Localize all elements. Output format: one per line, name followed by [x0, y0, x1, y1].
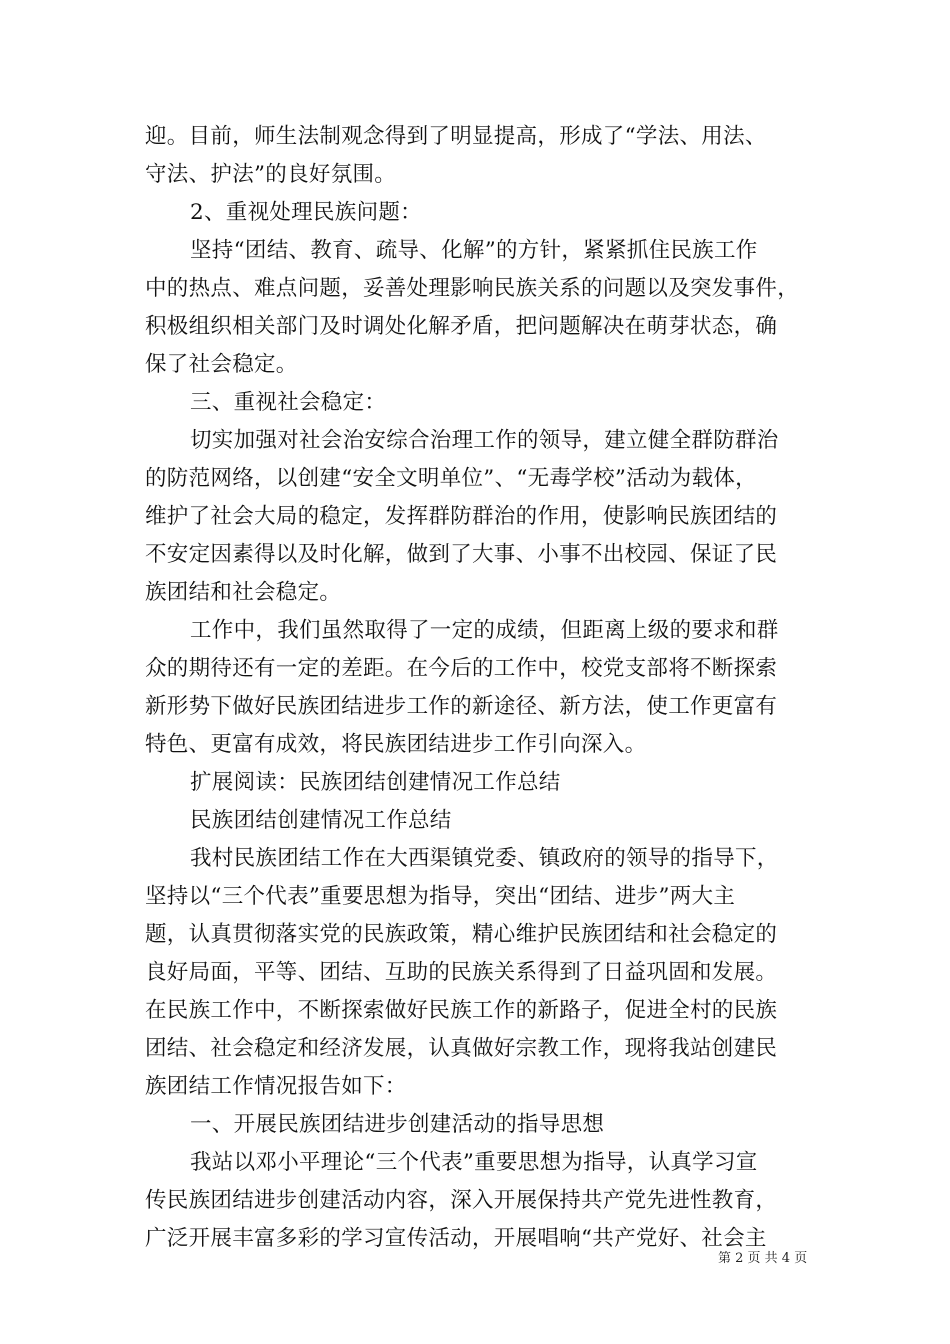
text-line: 新形势下做好民族团结进步工作的新途径、新方法，使工作更富有 [145, 694, 778, 719]
text-line: 族团结和社会稳定。 [145, 580, 342, 605]
text-line: 我村民族团结工作在大西渠镇党委、镇政府的领导的指导下， [190, 846, 779, 871]
text-line: 工作中，我们虽然取得了一定的成绩，但距离上级的要求和群 [190, 618, 779, 643]
text-line: 守法、护法”的良好氛围。 [145, 162, 397, 187]
extended-reading-heading: 扩展阅读：民族团结创建情况工作总结 [190, 770, 561, 795]
text-line: 团结、社会稳定和经济发展，认真做好宗教工作，现将我站创建民 [145, 1036, 778, 1061]
text-line: 保了社会稳定。 [145, 352, 298, 377]
text-line: 在民族工作中，不断探索做好民族工作的新路子，促进全村的民族 [145, 998, 778, 1023]
text-line: 特色、更富有成效，将民族团结进步工作引向深入。 [145, 732, 647, 757]
text-line: 中的热点、难点问题，妥善处理影响民族关系的问题以及突发事件， [145, 276, 800, 301]
text-line: 坚持以“三个代表”重要思想为指导，突出“团结、进步”两大主 [145, 884, 736, 909]
text-line: 广泛开展丰富多彩的学习宣传活动，开展唱响“共产党好、社会主 [145, 1226, 767, 1251]
text-line: 族团结工作情况报告如下： [145, 1074, 407, 1099]
text-line: 传民族团结进步创建活动内容，深入开展保持共产党先进性教育， [145, 1188, 778, 1213]
text-line: 题，认真贯彻落实党的民族政策，精心维护民族团结和社会稳定的 [145, 922, 778, 947]
text-line: 良好局面，平等、团结、互助的民族关系得到了日益巩固和发展。 [145, 960, 778, 985]
text-line: 不安定因素得以及时化解，做到了大事、小事不出校园、保证了民 [145, 542, 778, 567]
page-number: 第 2 页 共 4 页 [718, 1251, 808, 1266]
section-heading: 2、重视处理民族问题： [190, 200, 422, 225]
text-line: 维护了社会大局的稳定，发挥群防群治的作用，使影响民族团结的 [145, 504, 778, 529]
section-heading: 一、开展民族团结进步创建活动的指导思想 [190, 1112, 605, 1137]
section-heading: 三、重视社会稳定： [190, 390, 387, 415]
text-line: 切实加强对社会治安综合治理工作的领导，建立健全群防群治 [190, 428, 779, 453]
text-line: 众的期待还有一定的差距。在今后的工作中，校党支部将不断探索 [145, 656, 778, 681]
text-line: 积极组织相关部门及时调处化解矛盾，把问题解决在萌芽状态，确 [145, 314, 778, 339]
text-line: 坚持“团结、教育、疏导、化解”的方针，紧紧抓住民族工作 [190, 238, 758, 263]
text-line: 的防范网络，以创建“安全文明单位”、“无毒学校”活动为载体， [145, 466, 757, 491]
text-line: 迎。目前，师生法制观念得到了明显提高，形成了“学法、用法、 [145, 124, 767, 149]
article-title: 民族团结创建情况工作总结 [190, 808, 452, 833]
text-line: 我站以邓小平理论“三个代表”重要思想为指导，认真学习宣 [190, 1150, 758, 1175]
